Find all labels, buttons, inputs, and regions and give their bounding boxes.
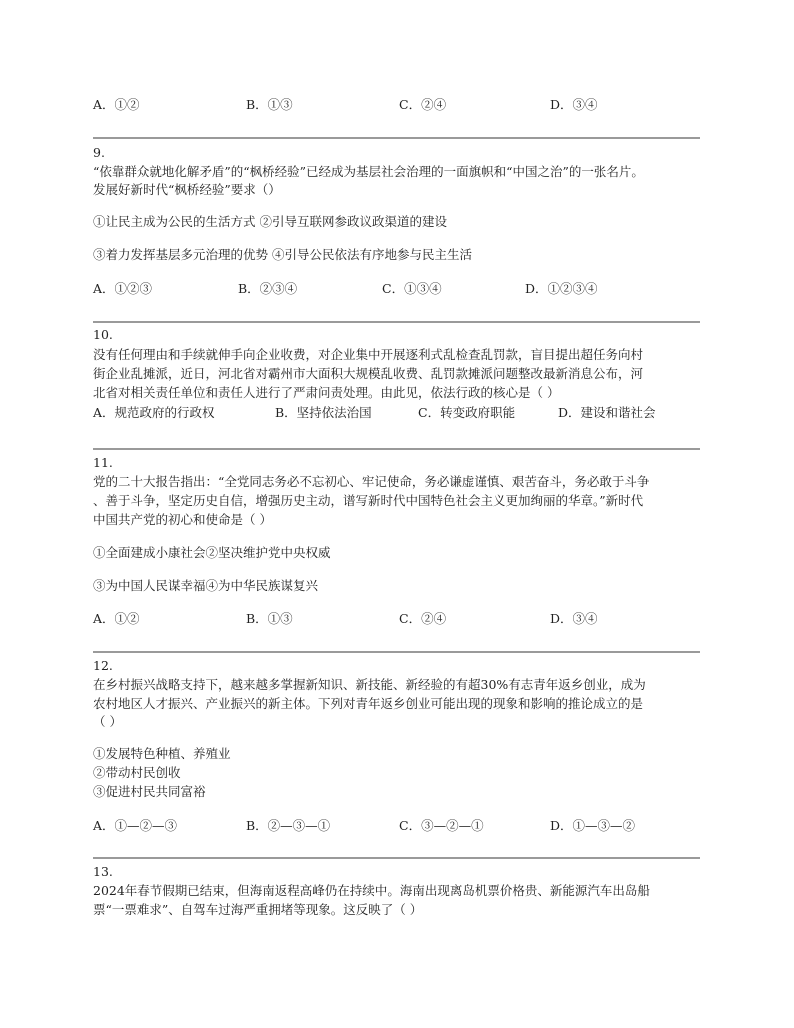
q12-option-b[interactable]: B．②—③—① — [246, 818, 331, 833]
q12-stem-line: （ ） — [93, 714, 122, 729]
q11-stem-line: 、善于斗争，坚定历史自信，增强历史主动，谱写新时代中国特色社会主义更加绚丽的华章。”新时代 — [93, 493, 644, 508]
q8-option-a[interactable]: A．①② — [93, 97, 140, 112]
q8-option-d[interactable]: D．③④ — [550, 97, 598, 112]
q10-number: 10. — [93, 327, 113, 342]
divider — [93, 321, 700, 323]
q8-option-b[interactable]: B．①③ — [246, 97, 293, 112]
q10-option-c[interactable]: C．转变政府职能 — [418, 405, 516, 420]
q13-stem-line: 2024年春节假期已结束，但海南返程高峰仍在持续中。海南出现离岛机票价格贵、新能源汽车出岛船 — [93, 883, 650, 898]
q12-option-d[interactable]: D．①—③—② — [550, 818, 636, 833]
q9-option-c[interactable]: C．①③④ — [382, 281, 442, 296]
q11-stem-line: 中国共产党的初心和使命是（ ） — [93, 512, 272, 527]
q11-option-a[interactable]: A．①② — [93, 611, 140, 626]
q13-number: 13. — [93, 864, 113, 879]
q12-stem-line: 在乡村振兴战略支持下，越来越多掌握新知识、新技能、新经验的有超30%有志青年返乡创业，成为 — [93, 677, 646, 692]
q10-option-b[interactable]: B．坚持依法治国 — [275, 405, 372, 420]
q10-option-d[interactable]: D．建设和谐社会 — [558, 405, 656, 420]
q10-stem-line: 没有任何理由和手续就伸手向企业收费，对企业集中开展逐利式乱检查乱罚款，盲目提出超任务向村 — [93, 347, 644, 362]
q9-stem-line: 发展好新时代“枫桥经验”要求（） — [93, 182, 281, 197]
divider — [93, 651, 700, 653]
q12-statement: ③促进村民共同富裕 — [93, 784, 206, 799]
q12-option-c[interactable]: C．③—②—① — [399, 818, 484, 833]
q9-statement: ①让民主成为公民的生活方式 ②引导互联网参政议政渠道的建设 — [93, 214, 447, 229]
q11-option-c[interactable]: C．②④ — [399, 611, 447, 626]
q12-statement: ①发展特色种植、养殖业 — [93, 746, 231, 761]
q11-statement: ③为中国人民谋幸福④为中华民族谋复兴 — [93, 578, 319, 593]
q11-number: 11. — [93, 455, 113, 470]
q8-option-c[interactable]: C．②④ — [399, 97, 447, 112]
q11-option-b[interactable]: B．①③ — [246, 611, 293, 626]
q12-statement: ②带动村民创收 — [93, 765, 181, 780]
q9-number: 9. — [93, 145, 105, 160]
q9-option-b[interactable]: B．②③④ — [238, 281, 298, 296]
q9-stem-line: “依靠群众就地化解矛盾”的“枫桥经验”已经成为基层社会治理的一面旗帜和“中国之治”的一张名片。 — [93, 164, 644, 179]
q11-options — [93, 609, 713, 627]
q8-options — [93, 95, 713, 113]
q10-stem-line: 街企业乱摊派，近日，河北省对霸州市大面积大规模乱收费、乱罚款摊派问题整改最新消息公布，河 — [93, 366, 644, 381]
q11-option-d[interactable]: D．③④ — [550, 611, 598, 626]
q12-number: 12. — [93, 658, 113, 673]
q11-statement: ①全面建成小康社会②坚决维护党中央权威 — [93, 545, 331, 560]
q11-stem-line: 党的二十大报告指出：“全党同志务必不忘初心、牢记使命，务必谦虚谨慎、艰苦奋斗，务必敢于斗争 — [93, 474, 650, 489]
q13-stem-line: 票“一票难求”、自驾车过海严重拥堵等现象。这反映了（ ） — [93, 902, 423, 917]
q9-option-a[interactable]: A．①②③ — [93, 281, 153, 296]
divider — [93, 448, 700, 450]
divider — [93, 857, 700, 859]
q9-option-d[interactable]: D．①②③④ — [525, 281, 598, 296]
q10-options — [93, 403, 713, 421]
divider — [93, 137, 700, 139]
q9-statement: ③着力发挥基层多元治理的优势 ④引导公民依法有序地参与民主生活 — [93, 247, 472, 262]
q12-stem-line: 农村地区人才振兴、产业振兴的新主体。下列对青年返乡创业可能出现的现象和影响的推论成立的是 — [93, 696, 644, 711]
q10-option-a[interactable]: A．规范政府的行政权 — [93, 405, 215, 420]
q10-stem-line: 北省对相关责任单位和责任人进行了严肃问责处理。由此见，依法行政的核心是（ ） — [93, 385, 560, 400]
q12-options — [93, 816, 713, 834]
q12-option-a[interactable]: A．①—②—③ — [93, 818, 178, 833]
q9-options — [93, 279, 713, 297]
